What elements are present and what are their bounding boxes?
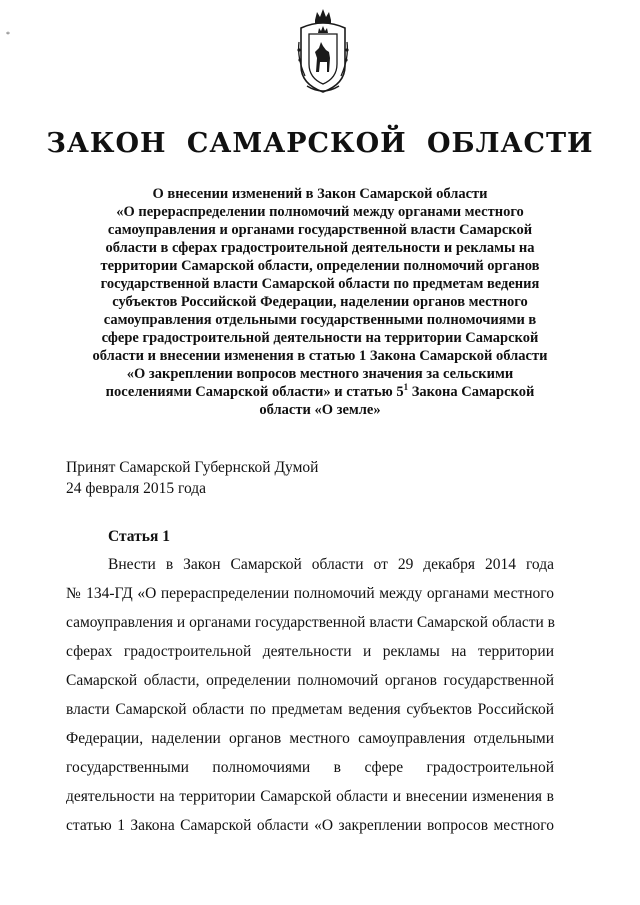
article-line: Внести в Закон Самарской области от 29 декабря 2014 года	[108, 556, 554, 573]
law-subject	[60, 185, 580, 419]
article-line: самоуправления и органами государственной власти Самарской области в	[66, 614, 555, 631]
subject-line: территории Самарской области, определении полномочий органов	[100, 258, 540, 274]
article-line: Федерации, наделении органов местного самоуправления отдельными	[66, 730, 554, 747]
adopted-by: Принят Самарской Губернской Думой	[66, 459, 319, 476]
subject-line: самоуправления отдельными государственными полномочиями в	[103, 312, 537, 328]
article-line: деятельности на территории Самарской области и внесении изменения в	[66, 788, 554, 805]
subject-line: «О перераспределении полномочий между органами местного	[116, 204, 524, 220]
subject-line: государственной власти Самарской области по предметам ведения	[100, 276, 540, 292]
scan-mark: *	[6, 30, 10, 39]
subject-line-part: Закона Самарской	[408, 384, 535, 400]
adoption-date: 24 февраля 2015 года	[66, 480, 207, 497]
subject-line: области и внесении изменения в статью 1 Закона Самарской области	[92, 348, 548, 364]
article-line: государственными полномочиями в сфере градостроительной	[66, 759, 554, 776]
article-line: Самарской области, определении полномочий органов государственной	[66, 672, 554, 689]
subject-line-with-superscript	[60, 383, 580, 401]
subject-line: самоуправления и органами государственной власти Самарской	[107, 222, 533, 238]
subject-line: области в сферах градостроительной деятельности и рекламы на	[105, 240, 535, 256]
article-body	[66, 550, 554, 840]
samara-coat-of-arms-icon	[293, 6, 353, 96]
subject-line: О внесении изменений в Закон Самарской области	[152, 186, 488, 202]
superscript-index: 1	[403, 382, 409, 393]
article-line: статью 1 Закона Самарской области «О закреплении вопросов местного	[66, 817, 554, 834]
subject-line: «О закреплении вопросов местного значения за сельскими	[126, 366, 514, 382]
subject-line: области «О земле»	[259, 402, 381, 418]
law-title: ЗАКОН САМАРСКОЙ ОБЛАСТИ	[46, 128, 594, 159]
article-line: сферах градостроительной деятельности и рекламы на территории	[66, 643, 554, 660]
adoption-note	[66, 457, 318, 499]
article-line: № 134-ГД «О перераспределении полномочий между органами местного	[66, 585, 554, 602]
article-line: власти Самарской области по предметам ведения субъектов Российской	[66, 701, 554, 718]
article-heading: Статья 1	[108, 528, 170, 545]
subject-line: субъектов Российской Федерации, наделении органов местного	[112, 294, 528, 310]
subject-line-part: поселениями Самарской области» и статью 5	[105, 384, 404, 400]
subject-line: сфере градостроительной деятельности на территории Самарской	[101, 330, 539, 346]
